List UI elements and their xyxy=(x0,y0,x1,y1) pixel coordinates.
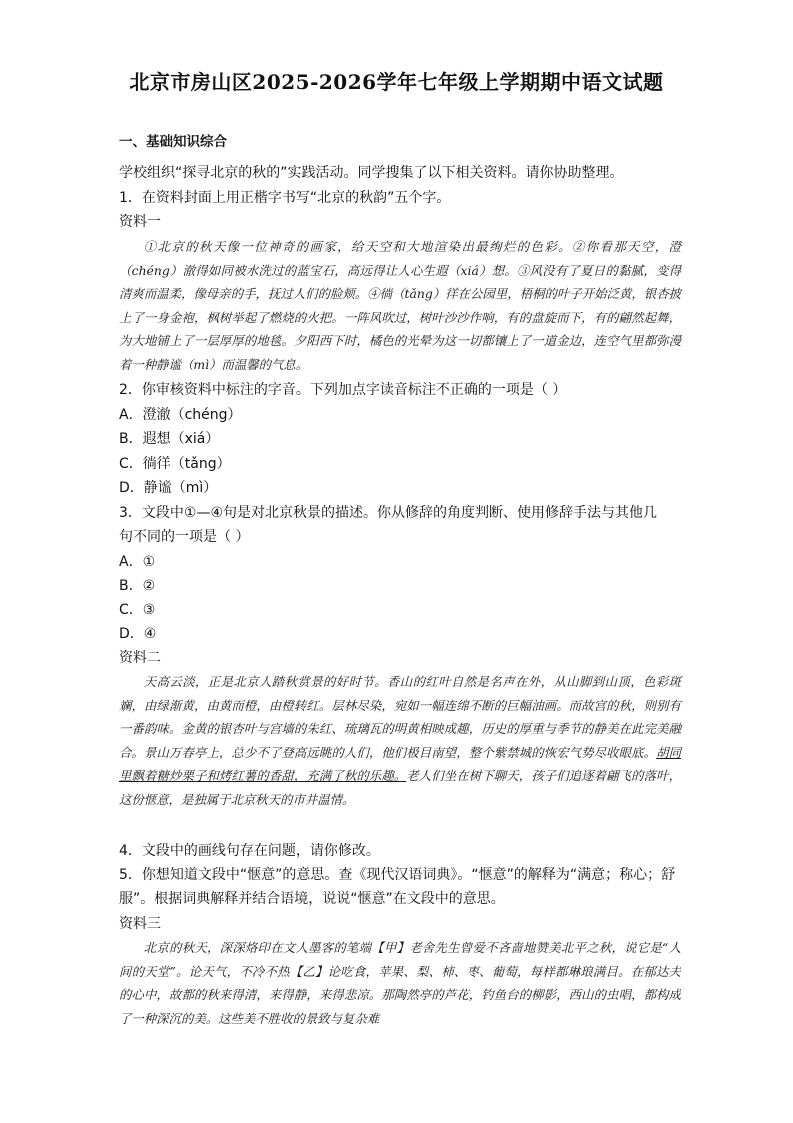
q3-option-c: C．③ xyxy=(119,602,156,618)
material-3-passage xyxy=(119,936,681,1032)
material-1-passage xyxy=(119,235,681,376)
q2-option-d: D．静谧（mì） xyxy=(119,480,218,496)
intro-text: 学校组织“探寻北京的秋的”实践活动。同学搜集了以下相关资料。请你协助整理。 xyxy=(119,165,624,181)
question-1: 1．在资料封面上用正楷字书写“北京的秋韵”五个字。 xyxy=(119,190,451,206)
q2-option-b: B．遐想（xiá） xyxy=(119,431,220,447)
material-1-label: 资料一 xyxy=(119,214,161,230)
question-2: 2．你审核资料中标注的字音。下列加点字读音标注不正确的一项是（ ） xyxy=(119,382,567,398)
question-5-line-2: 服”。根据词典解释并结合语境，说说“惬意”在文段中的意思。 xyxy=(119,891,505,907)
question-3-line-1: 3．文段中①—④句是对北京秋景的描述。你从修辞的角度判断、使用修辞手法与其他几 xyxy=(119,505,658,521)
q3-option-b: B．② xyxy=(119,578,156,594)
material-2-text-before: 天高云淡，正是北京人踏秋赏景的好时节。香山的红叶自然是名声在外，从山脚到山顶，色彩斑斓，由绿渐黄，由黄而橙，由橙转红。层林尽染，宛如一幅连绵不断的巨幅油画。而故宫的秋，则别有一番韵味。金黄的银杏叶与宫墙的朱红、琉璃瓦的明黄相映成趣，历史的厚重与季节的静美在此完美融合。景山万春亭上，总少不了登高远眺的人们，他们极目南望，整个紫禁城的恢宏气势尽收眼底。 xyxy=(119,674,681,760)
exam-title: 北京市房山区2025-2026学年七年级上学期期中语文试题 xyxy=(129,70,664,94)
q2-option-a: A．澄澈（chéng） xyxy=(119,407,242,423)
question-4: 4．文段中的画线句存在问题，请你修改。 xyxy=(119,843,380,859)
q3-option-d: D．④ xyxy=(119,626,157,642)
material-2-text-after: 老人们坐在树下聊天，孩子们追逐着翩飞的落叶，这份惬意，是独属于北京秋天的市井温情。 xyxy=(119,768,682,807)
material-2-paragraph xyxy=(119,670,681,811)
material-1-text: ①北京的秋天像一位神奇的画家，给天空和大地渲染出最绚烂的色彩。②你看那天空，澄（chéng）澈得如同被水洗过的蓝宝石，高远得让人心生遐（xiá）想。③风没有了夏日的黏腻，变得清爽而温柔，像母亲的手，抚过人们的脸颊。④徜（tǎng）徉在公园里，梧桐的叶子开始泛黄，银杏披上了一身金袍，枫树举起了燃烧的火把。一阵风吹过，树叶沙沙作响，有的盘旋而下，有的翩然起舞，为大地铺上了一层厚厚的地毯。夕阳西下时，橘色的光晕为这一切都镶上了一道金边，连空气里都弥漫着一种静谧（mì）而温馨的气息。 xyxy=(119,239,681,372)
question-5-line-1: 5．你想知道文段中“惬意”的意思。查《现代汉语词典》。“惬意”的解释为“满意；称心；舒 xyxy=(119,867,676,883)
material-2-passage xyxy=(119,670,681,811)
material-3-label: 资料三 xyxy=(119,916,161,932)
question-3-line-2: 句不同的一项是（ ） xyxy=(119,529,250,545)
material-2-label: 资料二 xyxy=(119,650,161,666)
section-heading: 一、基础知识综合 xyxy=(119,134,227,150)
q2-option-c: C．徜徉（tǎng） xyxy=(119,456,231,472)
material-3-text: 北京的秋天，深深烙印在文人墨客的笔端【甲】老舍先生曾爱不吝啬地赞美北平之秋，说它是“人间的天堂”。论天气，不冷不热【乙】论吃食，苹果、梨、柿、枣、葡萄，每样都琳琅满目。在郁达夫的心中，故都的秋来得清，来得静，来得悲凉。那陶然亭的芦花，钓鱼台的柳影，西山的虫唱，都构成了一种深沉的美。这些美不胜收的景致与复杂难 xyxy=(119,940,681,1026)
q3-option-a: A．① xyxy=(119,554,156,570)
underlined-sentence: 胡同里飘着糖炒栗子和烤红薯的香甜，充满了秋的乐趣。 xyxy=(119,744,682,783)
